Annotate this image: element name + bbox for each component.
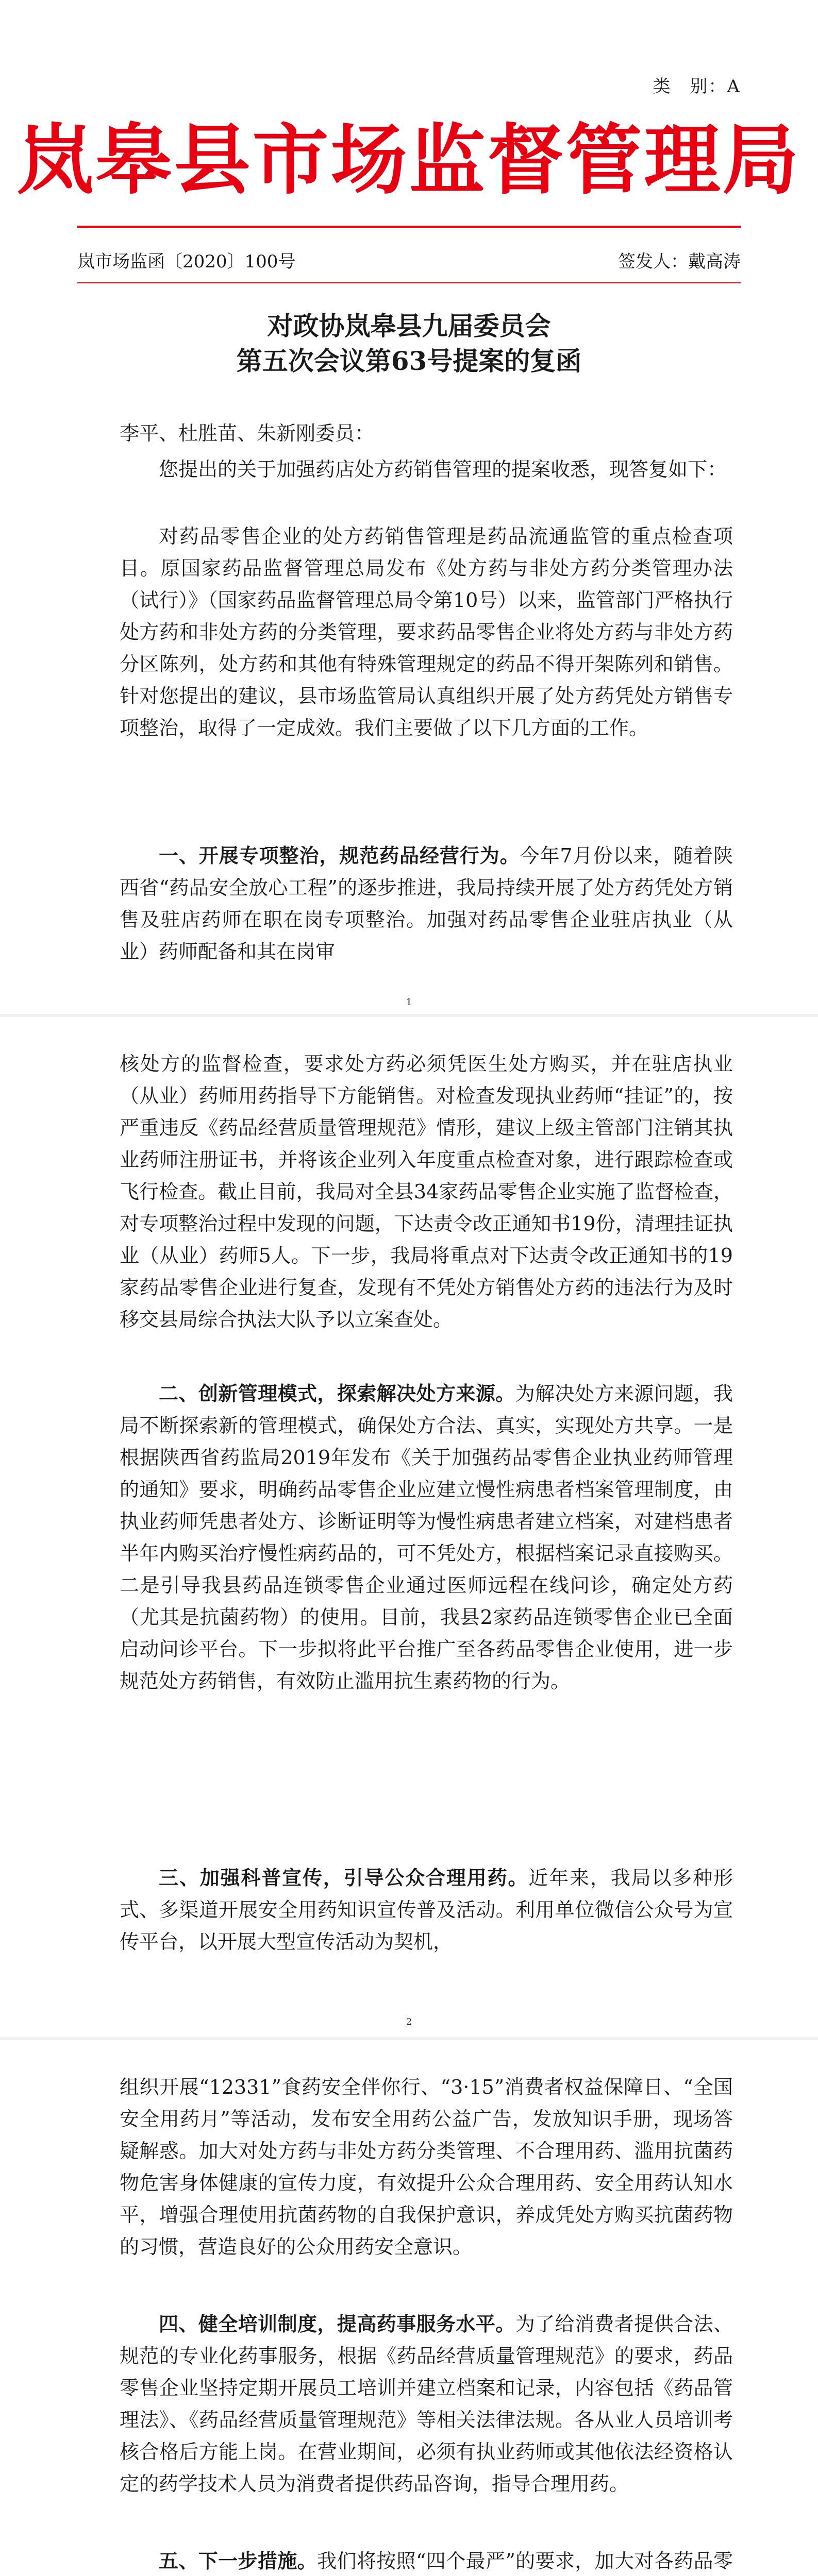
doc-number: 岚市场监函〔2020〕100号 bbox=[77, 251, 296, 272]
category-label: 类 别：A bbox=[653, 76, 741, 97]
paragraph-item-1 bbox=[120, 840, 733, 968]
intro-paragraph: 您提出的关于加强药店处方药销售管理的提案收悉，现答复如下： bbox=[159, 458, 727, 481]
paragraph-item-3 bbox=[120, 1862, 733, 1958]
paragraph-overview: 对药品零售企业的处方药销售管理是药品流通监管的重点检查项目。原国家药品监督管理总局发布《处方药与非处方药分类管理办法（试行）》（国家药品监督管理总局令第10号）以来，监管部门严格执行处方药和非处方药的分类管理，要求药品零售企业将处方药与非处方药分区陈列，处方药和其他有特殊管理规定的药品不得开架陈列和销售。针对您提出的建议，县市场监管局认真组织开展了处方药凭处方销售专项整治，取得了一定成效。我们主要做了以下几方面的工作。 bbox=[120, 525, 733, 739]
item-1-text: 今年7月份以来，随着陕西省“药品安全放心工程”的逐步推进，我局持续开展了处方药凭处方销售及驻店药师在职在岗专项整治。加强对药品零售企业驻店执业（从业）药师配备和其在岗审 bbox=[120, 844, 733, 963]
item-5-text: 我们将按照“四个最严”的要求，加大对各药品零 bbox=[317, 2550, 733, 2572]
item-4-text: 为了给消费者提供合法、规范的专业化药事服务，根据《药品经营质量管理规范》的要求，药品零售企业坚持定期开展员工培训并建立档案和记录，内容包括《药品管理法》、《药品经营质量管理规范》等相关法律法规。各从业人员培训考核合格后方能上岗。在营业期间，必须有执业药师或其他依法经资格认定的药学技术人员为消费者提供药品咨询，指导合理用药。 bbox=[120, 2313, 733, 2495]
paragraph-item-1-continued: 核处方的监督检查，要求处方药必须凭医生处方购买，并在驻店执业（从业）药师用药指导下方能销售。对检查发现执业药师“挂证”的，按严重违反《药品经营质量管理规范》情形，建议上级主管部门注销其执业药师注册证书，并将该企业列入年度重点检查对象，进行跟踪检查或飞行检查。截止目前，我局对全县34家药品零售企业实施了监督检查，对专项整治过程中发现的问题，下达责令改正通知书19份，清理挂证执业（从业）药师5人。下一步，我局将重点对下达责令改正通知书的19家药品零售企业进行复查，发现有不凭处方销售处方药的违法行为及时移交县局综合执法大队予以立案查处。 bbox=[120, 1053, 733, 1331]
item-4-heading: 四、健全培训制度，提高药事服务水平。 bbox=[159, 2312, 515, 2335]
page-number: 2 bbox=[406, 2016, 412, 2027]
signer: 签发人：戴高涛 bbox=[618, 251, 741, 272]
item-3-text: 近年来，我局以多种形式、多渠道开展安全用药知识宣传普及活动。利用单位微信公众号为宣传平台，以开展大型宣传活动为契机， bbox=[120, 1867, 733, 1953]
paragraph-item-2 bbox=[120, 1378, 733, 1697]
paragraph-item-5 bbox=[120, 2545, 733, 2576]
page-3 bbox=[0, 2040, 818, 2576]
red-rule bbox=[77, 226, 741, 228]
paragraph-item-3-continued: 组织开展“12331”食药安全伴你行、“3·15”消费者权益保障日、“全国安全用药月”等活动，发布安全用药公益广告，发放知识手册，现场答疑解惑。加大对处方药与非处方药分类管理、不合理用药、滥用抗菌药物危害身体健康的宣传力度，有效提升公众合理用药、安全用药认知水平，增强合理使用抗菌药物的自我保护意识，养成凭处方购买抗菌药物的习惯，营造良好的公众用药安全意识。 bbox=[120, 2076, 733, 2258]
salutation: 李平、杜胜苗、朱新刚委员： bbox=[120, 422, 375, 445]
item-3-heading: 三、加强科普宣传，引导公众合理用药。 bbox=[159, 1866, 529, 1889]
doc-title-line1: 对政协岚皋县九届委员会 bbox=[267, 311, 551, 341]
doc-title-line2: 第五次会议第63号提案的复函 bbox=[236, 346, 582, 376]
page-number: 1 bbox=[406, 997, 412, 1008]
paragraph-item-4 bbox=[120, 2308, 733, 2500]
item-2-text: 为解决处方来源问题，我局不断探索新的管理模式，确保处方合法、真实，实现处方共享。一是根据陕西省药监局2019年发布《关于加强药品零售企业执业药师管理的通知》要求，明确药品零售企业应建立慢性病患者档案管理制度，由执业药师凭患者处方、诊断证明等为慢性病患者建立档案，对建档患者半年内购买治疗慢性病药品的，可不凭处方，根据档案记录直接购买。二是引导我县药品连锁零售企业通过医师远程在线问诊，确定处方药（尤其是抗菌药物）的使用。目前，我县2家药品连锁零售企业已全面启动问诊平台。下一步拟将此平台推广至各药品零售企业使用，进一步规范处方药销售，有效防止滥用抗生素药物的行为。 bbox=[120, 1382, 733, 1692]
page-2 bbox=[0, 1017, 818, 2037]
item-5-heading: 五、下一步措施。 bbox=[159, 2549, 318, 2572]
item-1-heading: 一、开展专项整治，规范药品经营行为。 bbox=[159, 844, 520, 867]
bureau-name-header: 岚皋县市场监督管理局 bbox=[17, 116, 801, 205]
red-rule-bottom bbox=[77, 282, 741, 283]
doc-number-line bbox=[77, 247, 741, 273]
page-1 bbox=[0, 0, 818, 1014]
item-2-heading: 二、创新管理模式，探索解决处方来源。 bbox=[159, 1382, 515, 1405]
